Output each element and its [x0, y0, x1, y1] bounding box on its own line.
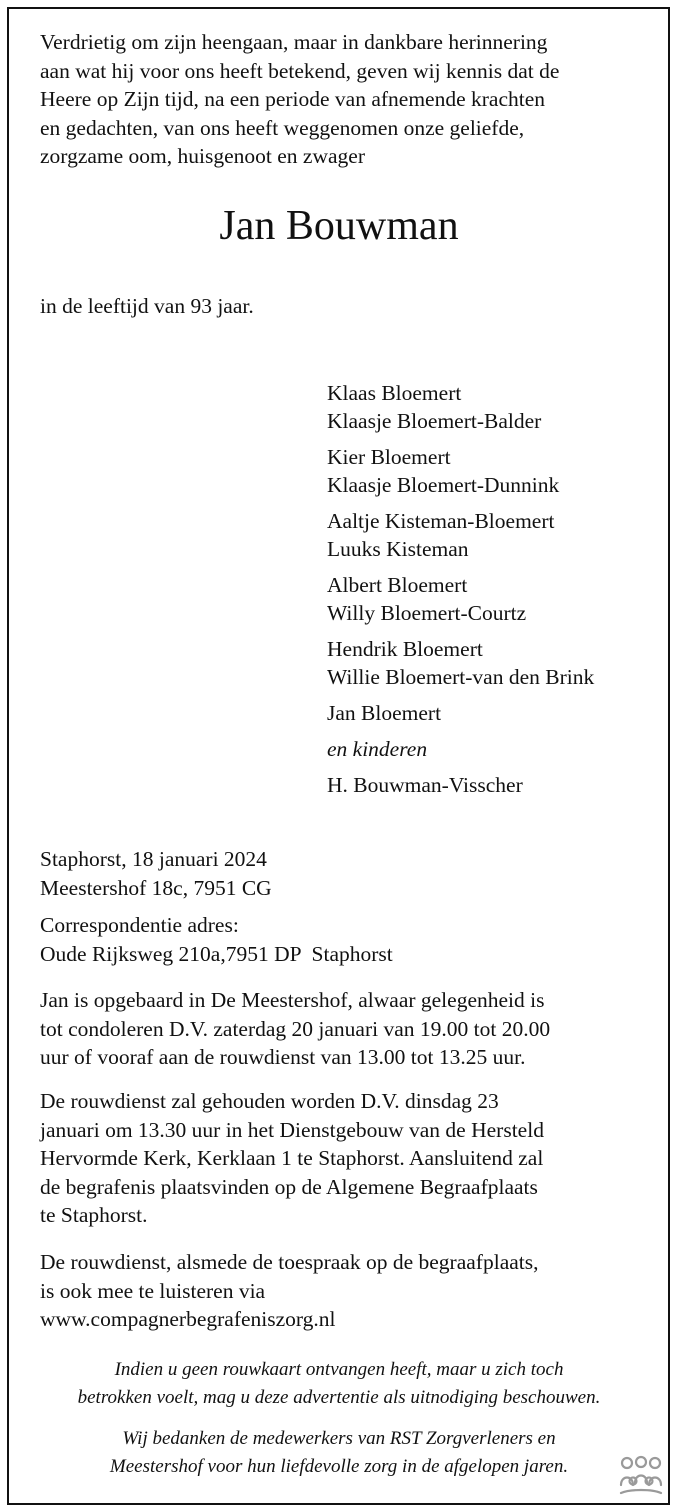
- intro-line: Heere op Zijn tijd, na een periode van afnemende krachten: [40, 87, 546, 111]
- family-member: Aaltje Kisteman-Bloemert: [327, 509, 555, 533]
- age-line: in de leeftijd van 93 jaar.: [40, 294, 254, 318]
- intro-paragraph: [40, 28, 638, 171]
- family-group-icon-base: [621, 1490, 661, 1493]
- place-and-address: [40, 845, 638, 902]
- family-member: Hendrik Bloemert: [327, 637, 483, 661]
- family-member: Klaas Bloemert: [327, 381, 462, 405]
- note-line: Wij bedanken de medewerkers van RST Zorgverleners en: [122, 1428, 556, 1449]
- paragraph-line: is ook mee te luisteren via: [40, 1278, 266, 1303]
- service-paragraph: [40, 1087, 638, 1230]
- deceased-name: Jan Bouwman: [219, 203, 459, 249]
- family-member: Klaasje Bloemert-Dunnink: [327, 473, 560, 497]
- family-group-icon-head-middle: [636, 1457, 646, 1467]
- note-line: Meestershof voor hun liefdevolle zorg in de afgelopen jaren.: [109, 1456, 569, 1477]
- family-member: Luuks Kisteman: [327, 537, 469, 561]
- paragraph-line: uur of vooraf aan de rouwdienst van 13.00 tot 13.25 uur.: [40, 1045, 526, 1069]
- place-date: Staphorst, 18 januari 2024: [40, 847, 267, 871]
- intro-line: zorgzame oom, huisgenoot en zwager: [40, 144, 365, 168]
- family-member: Jan Bloemert: [327, 701, 442, 725]
- family-group: [327, 699, 657, 727]
- children-line: en kinderen: [327, 737, 428, 761]
- paragraph-line: januari om 13.30 uur in het Dienstgebouw van de Hersteld: [40, 1117, 544, 1142]
- paragraph-line: tot condoleren D.V. zaterdag 20 januari van 19.00 tot 20.00: [40, 1016, 551, 1041]
- family-group-icon: [618, 1455, 664, 1497]
- family-member: Klaasje Bloemert-Balder: [327, 409, 542, 433]
- correspondence-label: Correspondentie adres:: [40, 913, 239, 937]
- family-member: Albert Bloemert: [327, 573, 468, 597]
- note-line: Indien u geen rouwkaart ontvangen heeft, maar u zich toch: [114, 1359, 564, 1380]
- family-group: [327, 571, 657, 627]
- family-list: [327, 379, 657, 807]
- family-group: [327, 443, 657, 499]
- family-member: Willie Bloemert-van den Brink: [327, 665, 595, 689]
- correspondence-address: Oude Rijksweg 210a,7951 DP Staphorst: [40, 941, 393, 966]
- invitation-note: [30, 1356, 648, 1412]
- paragraph-line: Jan is opgebaard in De Meestershof, alwaar gelegenheid is: [40, 988, 545, 1012]
- paragraph-line: de begrafenis plaatsvinden op de Algemene Begraafplaats: [40, 1174, 538, 1199]
- correspondence-block: [40, 911, 638, 968]
- family-group-icon-head-right: [650, 1458, 660, 1468]
- family-member: Willy Bloemert-Courtz: [327, 601, 527, 625]
- family-group: [327, 771, 657, 799]
- family-group-icon-head-left: [622, 1458, 632, 1468]
- family-group: [327, 379, 657, 435]
- paragraph-line: te Staphorst.: [40, 1203, 148, 1227]
- intro-line: en gedachten, van ons heeft weggenomen onze geliefde,: [40, 115, 525, 140]
- thanks-note: [30, 1425, 648, 1481]
- housemate: H. Bouwman-Visscher: [327, 773, 523, 797]
- paragraph-line: Hervormde Kerk, Kerklaan 1 te Staphorst. Aansluitend zal: [40, 1146, 544, 1170]
- website-url: www.compagnerbegrafeniszorg.nl: [40, 1307, 336, 1331]
- note-line: betrokken voelt, mag u deze advertentie als uitnodiging beschouwen.: [77, 1387, 601, 1408]
- intro-line: aan wat hij voor ons heeft betekend, geven wij kennis dat de: [40, 58, 560, 83]
- home-address: Meestershof 18c, 7951 CG: [40, 875, 272, 900]
- broadcast-paragraph: [40, 1248, 638, 1334]
- family-group: [327, 735, 657, 763]
- paragraph-line: De rouwdienst, alsmede de toespraak op de begraafplaats,: [40, 1250, 539, 1274]
- family-group: [327, 507, 657, 563]
- paragraph-line: De rouwdienst zal gehouden worden D.V. dinsdag 23: [40, 1089, 499, 1113]
- family-group: [327, 635, 657, 691]
- family-member: Kier Bloemert: [327, 445, 451, 469]
- intro-line: Verdrietig om zijn heengaan, maar in dankbare herinnering: [40, 30, 548, 54]
- viewing-paragraph: [40, 986, 638, 1072]
